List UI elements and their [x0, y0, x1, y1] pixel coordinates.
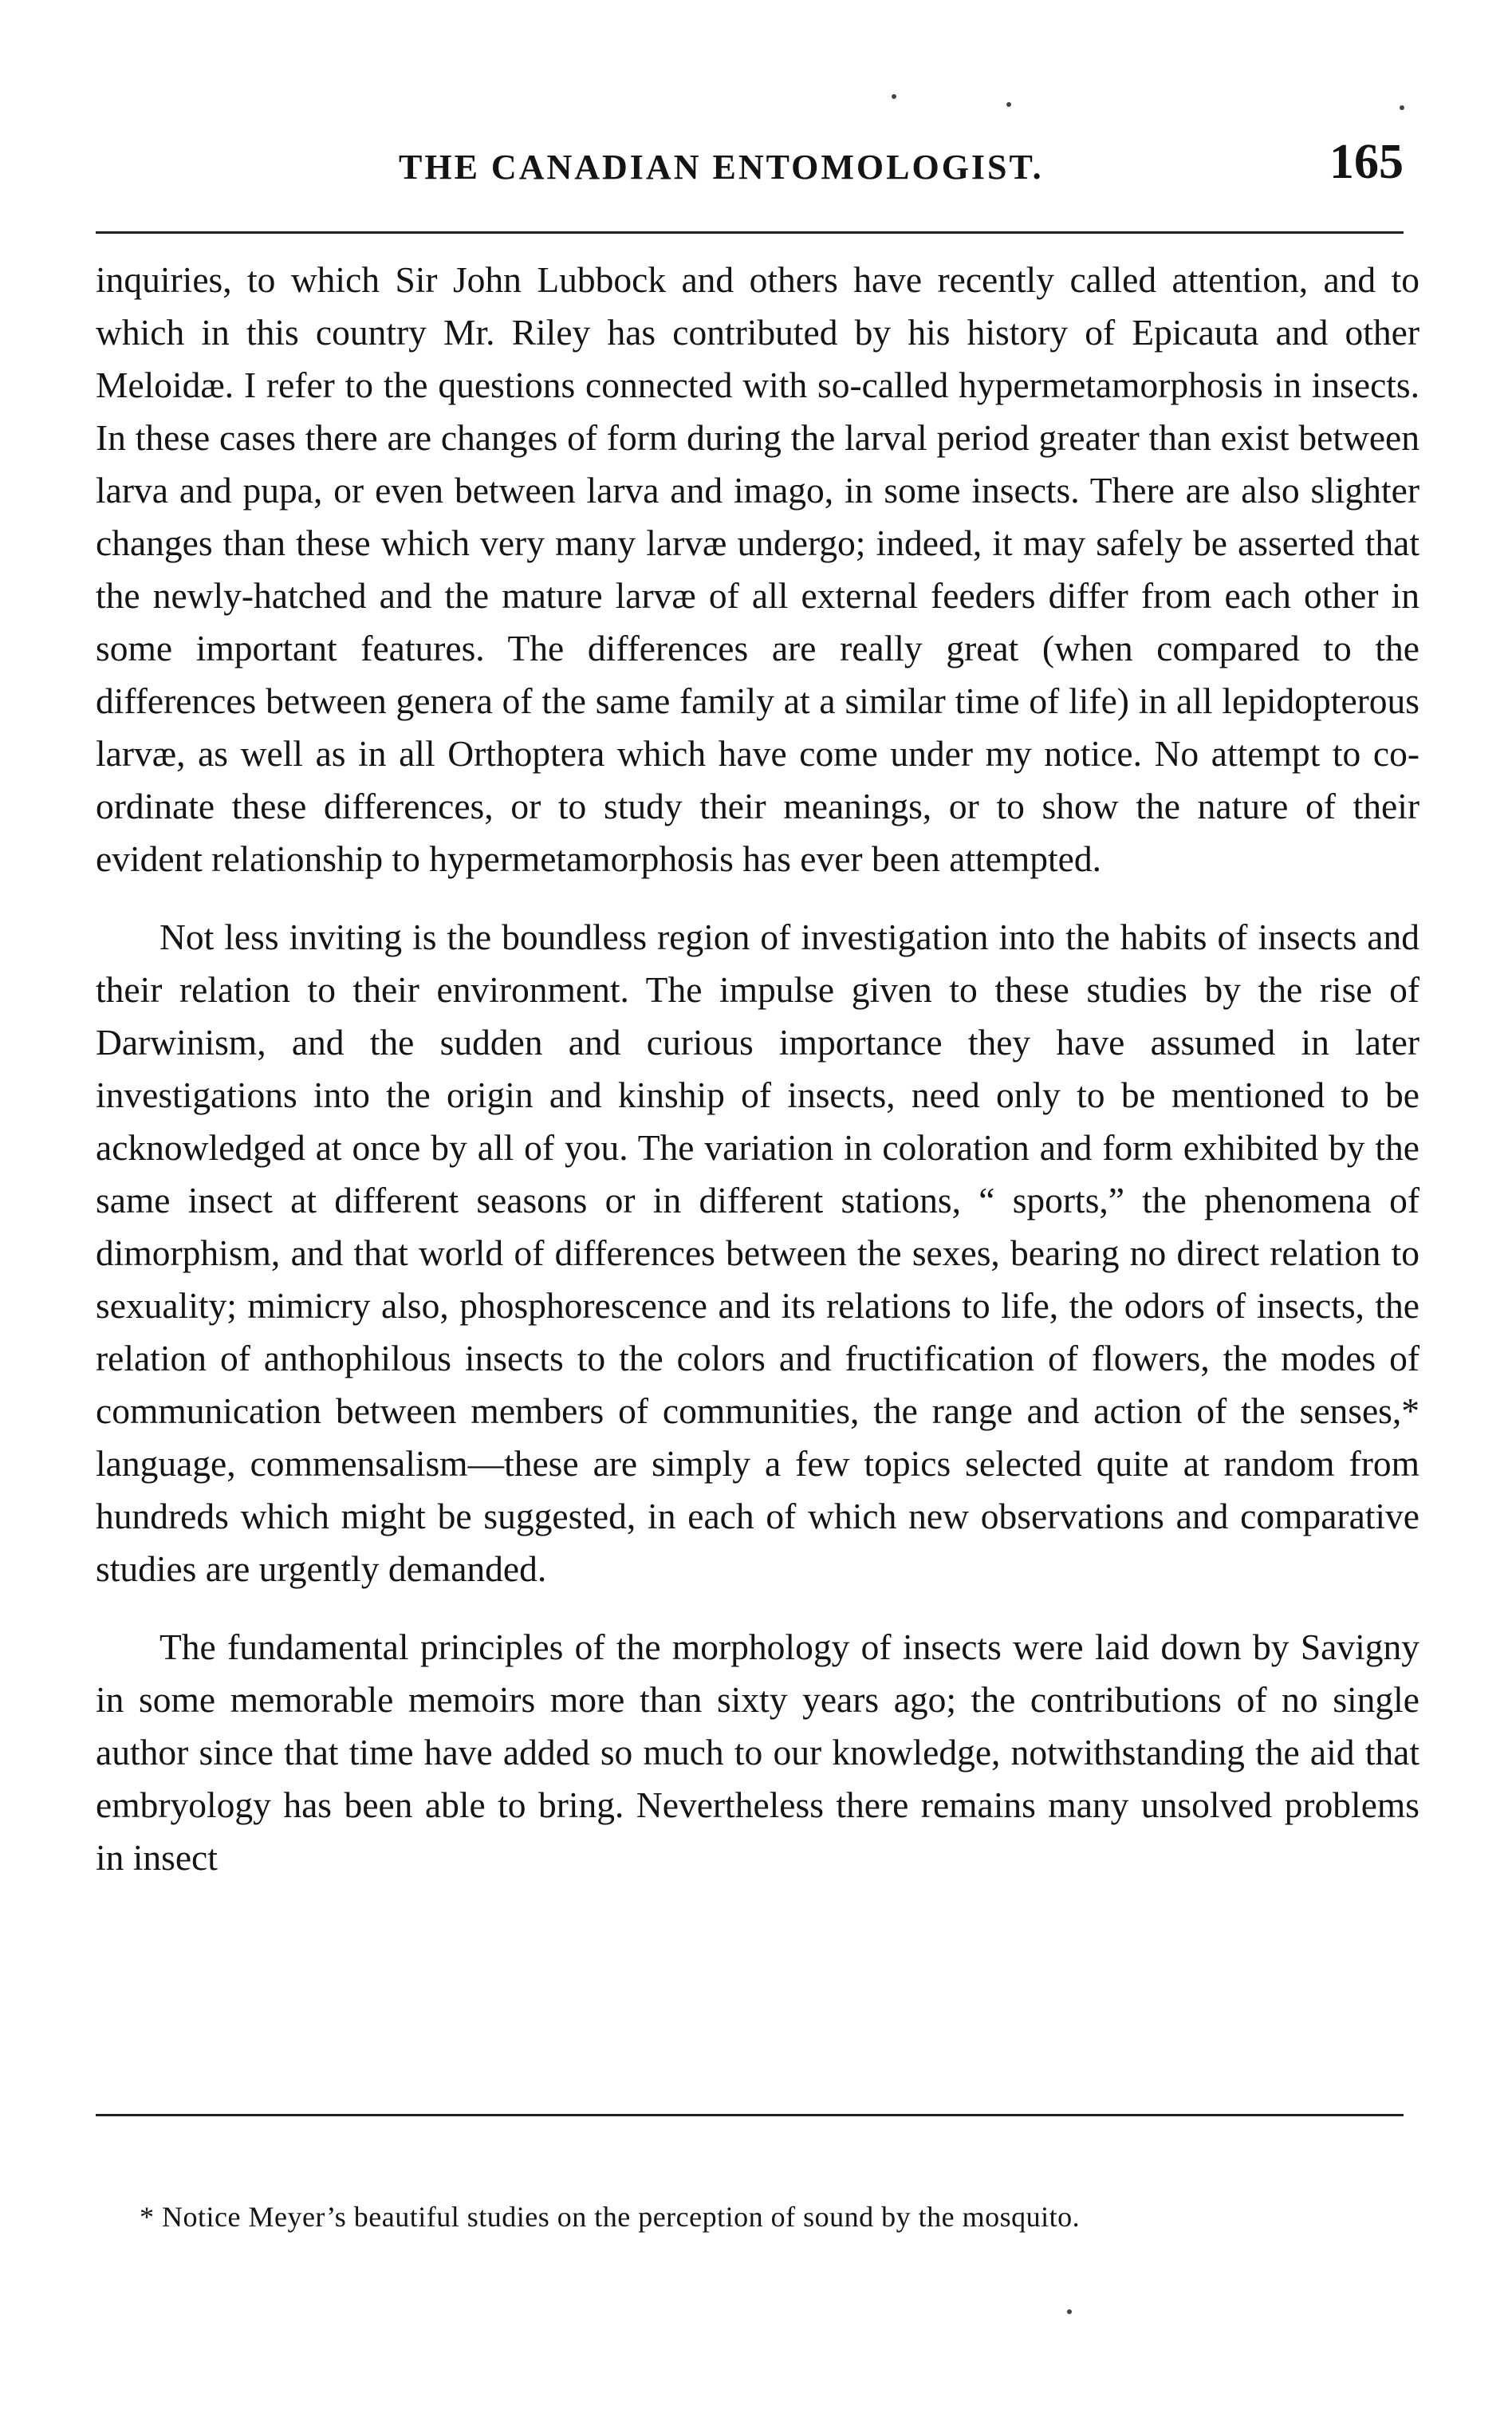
page-number: 165 [1329, 135, 1404, 189]
header-rule [96, 231, 1404, 234]
running-title: THE CANADIAN ENTOMOLOGIST. [399, 148, 1044, 187]
page-header [96, 120, 1419, 207]
scan-speck [892, 94, 896, 99]
paragraph-3: The fundamental principles of the morphology of insects were laid down by Savigny in some memorable memoirs more than sixty years ago; the contributions of no single author since that time have added so much to our knowledge, notwithstanding the aid that embryology has been able to bring. Nevertheless there remains many unsolved problems in insect [96, 1627, 1419, 1878]
paragraph-2: Not less inviting is the boundless region of investigation into the habits of insects and their relation to their environment. The impulse given to these studies by the rise of Darwinism, and the sudden and curious importance they have assumed in later investigations into the origin and kinship of insects, need only to be mentioned to be acknowledged at once by all of you. The variation in coloration and form exhibited by the same insect at different seasons or in different stations, “ sports,” the phenomena of dimorphism, and that world of differences between the sexes, bearing no direct relation to sexuality; mimicry also, phosphorescence and its relations to life, the odors of insects, the relation of anthophilous insects to the colors and fructification of flowers, the modes of communication between members of communities, the range and action of the senses,* language, commensalism—these are simply a few topics selected quite at random from hundreds which might be suggested, in each of which new observations and comparative studies are urgently demanded. [96, 917, 1419, 1589]
scan-speck [1067, 2309, 1072, 2314]
scan-speck [1006, 102, 1011, 107]
paragraph-1: inquiries, to which Sir John Lubbock and others have recently called attention, and to which in this country Mr. Riley has contributed by his history of Epicauta and other Meloidæ. I refer to the questions connected with so-called hypermetamorphosis in insects. In these cases there are changes of form during the larval period greater than exist between larva and pupa, or even between larva and imago, in some insects. There are also slighter changes than these which very many larvæ undergo; indeed, it may safely be asserted that the newly-hatched and the mature larvæ of all external feeders differ from each other in some important features. The differences are really great (when compared to the differences between genera of the same family at a similar time of life) in all lepidopterous larvæ, as well as in all Orthoptera which have come under my notice. No attempt to co-ordinate these differences, or to study their meanings, or to show the nature of their evident relationship to hypermetamorphosis has ever been attempted. [96, 259, 1419, 879]
body-text [96, 254, 1419, 1910]
footnote-rule [96, 2114, 1404, 2116]
scan-speck [1400, 105, 1404, 110]
footnote: * Notice Meyer’s beautiful studies on the perception of sound by the mosquito. [140, 2201, 1081, 2233]
